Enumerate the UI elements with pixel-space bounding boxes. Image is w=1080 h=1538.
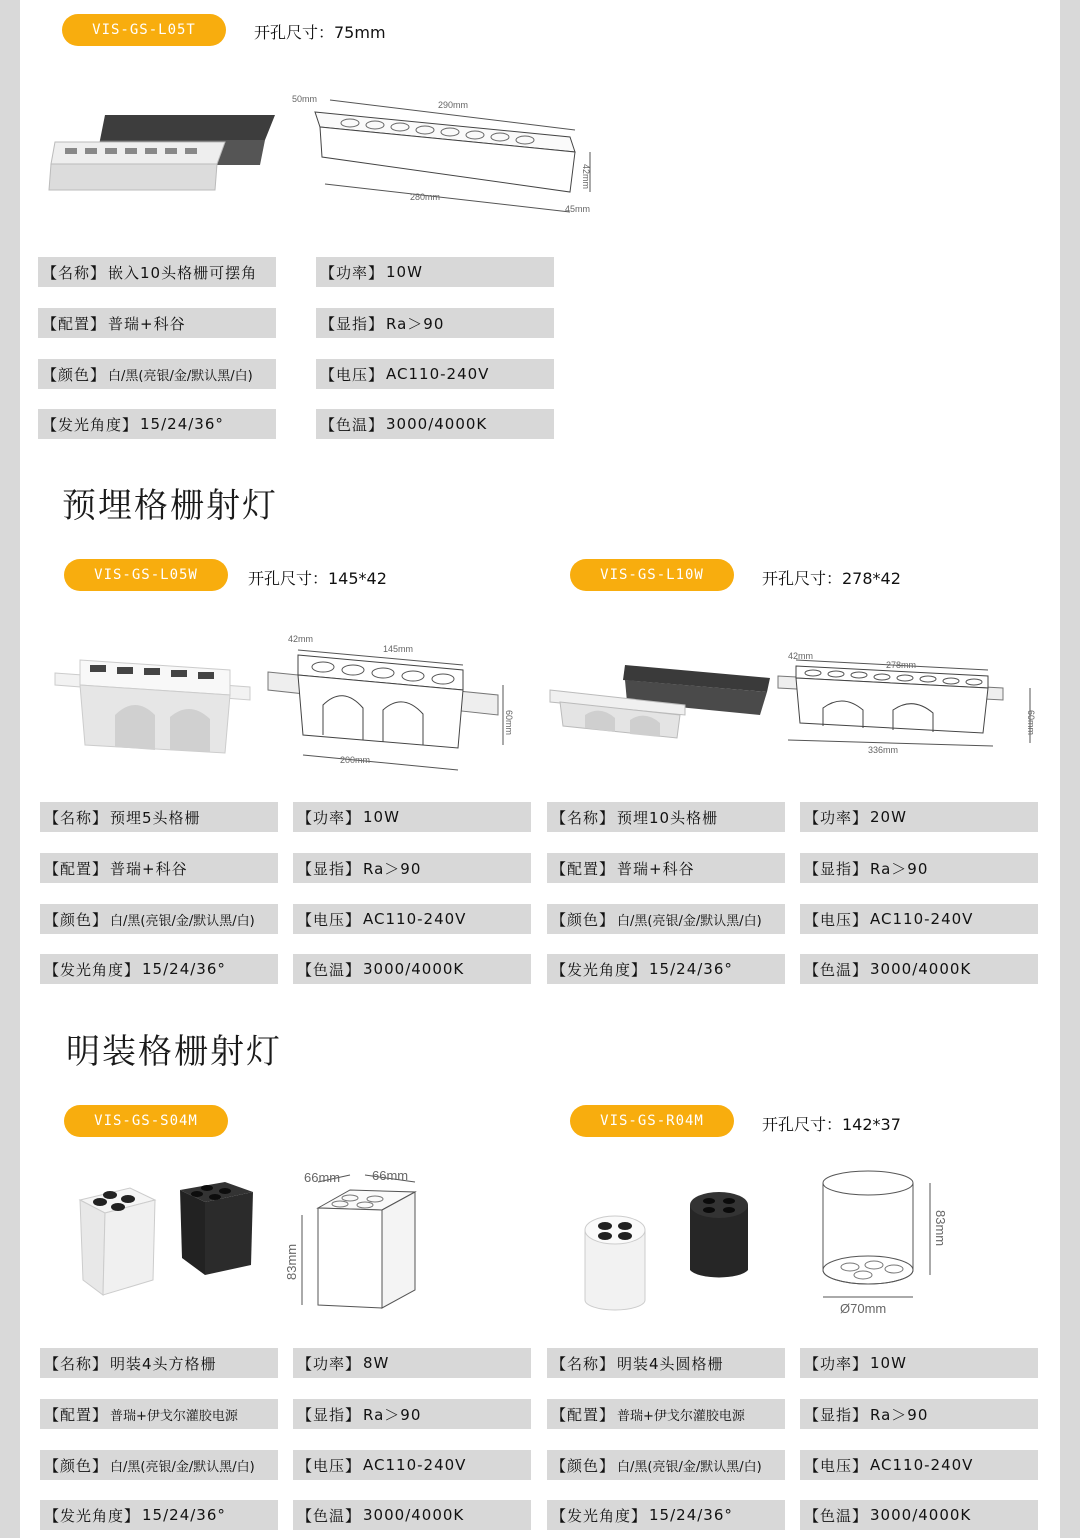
spec-cri-l05t: 【显指】 Ra＞90 bbox=[316, 308, 554, 338]
spec-angle-l05t: 【发光角度】 15/24/36° bbox=[38, 409, 276, 439]
dim-label: 45mm bbox=[565, 204, 591, 214]
spec-name-l05t: 【名称】 嵌入10头格栅可摆角 bbox=[38, 257, 276, 287]
dim-label: 60mm bbox=[1026, 710, 1036, 736]
product-photo-l05t bbox=[45, 100, 285, 200]
spec-config-l10w: 【配置】 普瑞+科谷 bbox=[547, 853, 785, 883]
dim-label: 278mm bbox=[886, 660, 917, 670]
spec-cct-l10w: 【色温】 3000/4000K bbox=[800, 954, 1038, 984]
dimension-drawing-s04m bbox=[280, 1160, 430, 1325]
spec-config-s04m: 【配置】 普瑞+伊戈尔灌胶电源 bbox=[40, 1399, 278, 1429]
spec-power-s04m: 【功率】 8W bbox=[293, 1348, 531, 1378]
spec-power-l10w: 【功率】 20W bbox=[800, 802, 1038, 832]
spec-voltage-s04m: 【电压】 AC110-240V bbox=[293, 1450, 531, 1480]
spec-angle-l05w: 【发光角度】 15/24/36° bbox=[40, 954, 278, 984]
spec-cri-l10w: 【显指】 Ra＞90 bbox=[800, 853, 1038, 883]
model-badge-s04m: VIS-GS-S04M bbox=[64, 1105, 228, 1137]
dimension-drawing-l05w bbox=[268, 630, 528, 775]
section-title-surface: 明装格栅射灯 bbox=[66, 1032, 282, 1072]
model-badge-l05w: VIS-GS-L05W bbox=[64, 559, 228, 591]
spec-color-s04m: 【颜色】 白/黑(亮银/金/默认黑/白) bbox=[40, 1450, 278, 1480]
hole-size-r04m: 开孔尺寸：142*37 bbox=[762, 1115, 901, 1134]
dim-label: 336mm bbox=[868, 745, 899, 755]
spec-name-r04m: 【名称】 明装4头圆格栅 bbox=[547, 1348, 785, 1378]
spec-power-l05w: 【功率】 10W bbox=[293, 802, 531, 832]
spec-cri-s04m: 【显指】 Ra＞90 bbox=[293, 1399, 531, 1429]
spec-cct-l05w: 【色温】 3000/4000K bbox=[293, 954, 531, 984]
spec-cct-l05t: 【色温】 3000/4000K bbox=[316, 409, 554, 439]
model-badge-r04m: VIS-GS-R04M bbox=[570, 1105, 734, 1137]
model-badge-l10w: VIS-GS-L10W bbox=[570, 559, 734, 591]
product-photo-l05w bbox=[55, 655, 255, 755]
spec-color-l05t: 【颜色】 白/黑(亮银/金/默认黑/白) bbox=[38, 359, 276, 389]
model-badge-l05t: VIS-GS-L05T bbox=[62, 14, 226, 46]
spec-name-l05w: 【名称】 预埋5头格栅 bbox=[40, 802, 278, 832]
dim-label: 145mm bbox=[383, 644, 414, 654]
dim-label: 42mm bbox=[788, 651, 814, 661]
spec-config-r04m: 【配置】 普瑞+伊戈尔灌胶电源 bbox=[547, 1399, 785, 1429]
product-photo-l10w bbox=[545, 660, 775, 750]
spec-angle-r04m: 【发光角度】 15/24/36° bbox=[547, 1500, 785, 1530]
dim-label: 290mm bbox=[438, 100, 469, 110]
dimension-drawing-l05t bbox=[290, 92, 610, 222]
spec-name-l10w: 【名称】 预埋10头格栅 bbox=[547, 802, 785, 832]
spec-config-l05t: 【配置】 普瑞+科谷 bbox=[38, 308, 276, 338]
spec-cct-r04m: 【色温】 3000/4000K bbox=[800, 1500, 1038, 1530]
spec-power-r04m: 【功率】 10W bbox=[800, 1348, 1038, 1378]
spec-color-r04m: 【颜色】 白/黑(亮银/金/默认黑/白) bbox=[547, 1450, 785, 1480]
dim-label: Ø70mm bbox=[840, 1301, 887, 1316]
dim-label: 42mm bbox=[288, 634, 314, 644]
hole-size-l10w: 开孔尺寸：278*42 bbox=[762, 569, 901, 588]
hole-size-l05t: 开孔尺寸：75mm bbox=[254, 23, 386, 42]
product-photo-s04m bbox=[75, 1180, 260, 1310]
dimension-drawing-l10w bbox=[778, 648, 1043, 758]
dim-label: 83mm bbox=[933, 1210, 948, 1247]
spec-voltage-l05w: 【电压】 AC110-240V bbox=[293, 904, 531, 934]
spec-angle-s04m: 【发光角度】 15/24/36° bbox=[40, 1500, 278, 1530]
dim-label: 42mm bbox=[581, 164, 591, 190]
dim-label: 50mm bbox=[292, 94, 318, 104]
spec-config-l05w: 【配置】 普瑞+科谷 bbox=[40, 853, 278, 883]
dimension-drawing-r04m bbox=[808, 1165, 958, 1320]
spec-voltage-l05t: 【电压】 AC110-240V bbox=[316, 359, 554, 389]
spec-name-s04m: 【名称】 明装4头方格栅 bbox=[40, 1348, 278, 1378]
spec-voltage-l10w: 【电压】 AC110-240V bbox=[800, 904, 1038, 934]
product-photo-r04m bbox=[580, 1190, 760, 1315]
dim-label: 66mm bbox=[372, 1168, 409, 1183]
spec-angle-l10w: 【发光角度】 15/24/36° bbox=[547, 954, 785, 984]
dim-label: 83mm bbox=[284, 1243, 299, 1280]
dim-label: 60mm bbox=[504, 710, 514, 736]
dim-label: 66mm bbox=[304, 1170, 341, 1185]
dim-label: 200mm bbox=[340, 755, 371, 765]
spec-power-l05t: 【功率】 10W bbox=[316, 257, 554, 287]
spec-voltage-r04m: 【电压】 AC110-240V bbox=[800, 1450, 1038, 1480]
spec-cct-s04m: 【色温】 3000/4000K bbox=[293, 1500, 531, 1530]
spec-cri-l05w: 【显指】 Ra＞90 bbox=[293, 853, 531, 883]
spec-color-l05w: 【颜色】 白/黑(亮银/金/默认黑/白) bbox=[40, 904, 278, 934]
section-title-recessed: 预埋格栅射灯 bbox=[62, 486, 278, 526]
spec-cri-r04m: 【显指】 Ra＞90 bbox=[800, 1399, 1038, 1429]
spec-color-l10w: 【颜色】 白/黑(亮银/金/默认黑/白) bbox=[547, 904, 785, 934]
dim-label: 280mm bbox=[410, 192, 441, 202]
hole-size-l05w: 开孔尺寸：145*42 bbox=[248, 569, 387, 588]
